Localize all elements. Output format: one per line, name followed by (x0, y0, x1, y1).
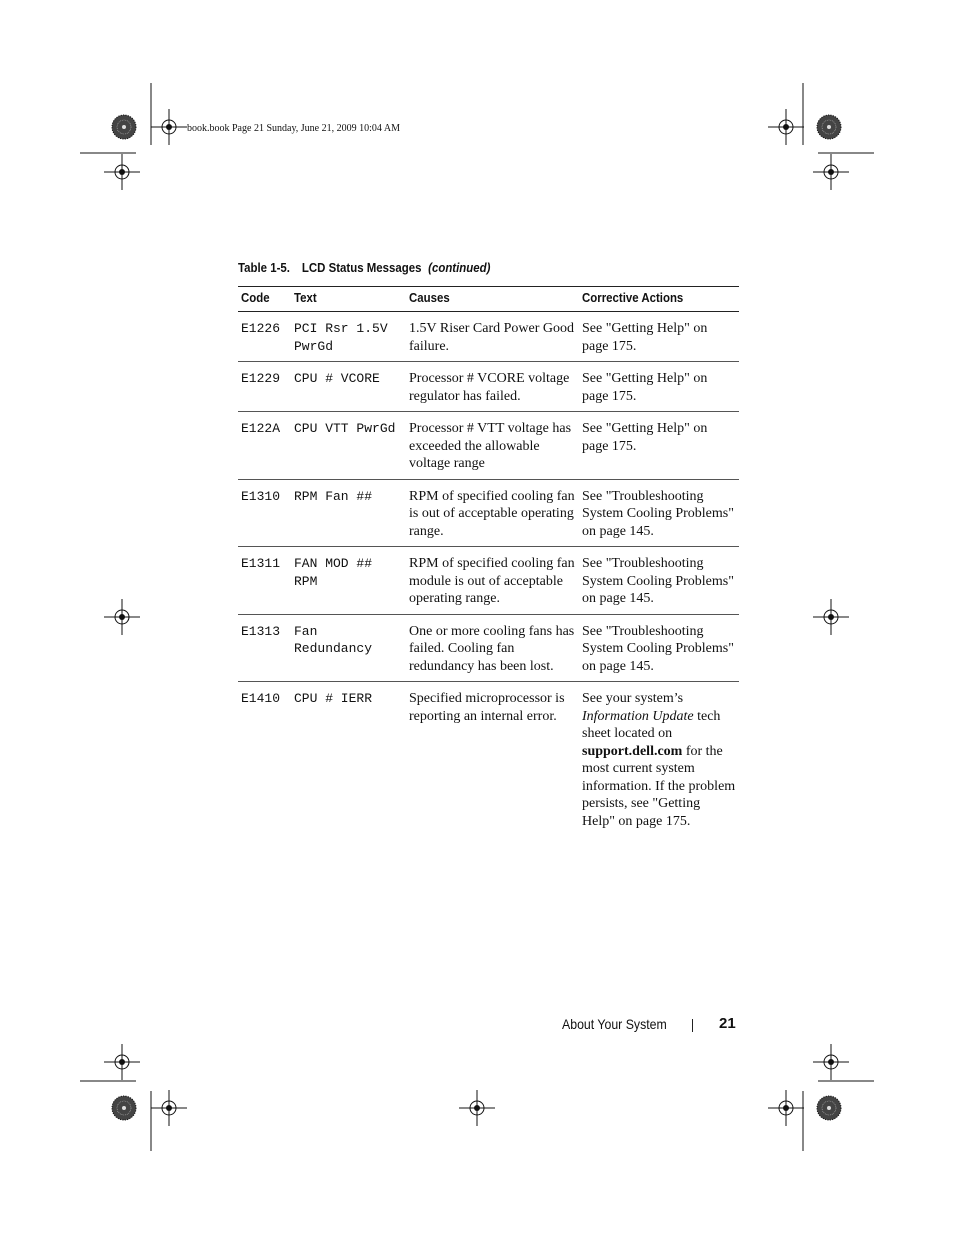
cell-causes: 1.5V Riser Card Power Good failure. (406, 312, 579, 362)
column-header-text: Text (291, 287, 406, 312)
table-title (238, 260, 490, 275)
cell-actions: See "Getting Help" on page 175. (579, 412, 739, 480)
table-row (238, 312, 739, 362)
page-number: 21 (719, 1015, 736, 1032)
cell-code: E1310 (238, 479, 291, 547)
cell-code: E1226 (238, 312, 291, 362)
cell-code: E122A (238, 412, 291, 480)
cell-text: Fan Redundancy (291, 614, 406, 682)
crop-mark-bottom-right (768, 1044, 874, 1151)
cell-causes: Processor # VCORE voltage regulator has failed. (406, 362, 579, 412)
crop-mark-top-right (768, 83, 874, 190)
footer-divider (692, 1019, 693, 1032)
table-header-row (238, 287, 739, 312)
cell-text: RPM Fan ## (291, 479, 406, 547)
table-row (238, 362, 739, 412)
cell-causes: RPM of specified cooling fan module is out of acceptable operating range. (406, 547, 579, 615)
crop-mark-bottom-left (80, 1044, 187, 1151)
footer-section-title: About Your System (562, 1016, 667, 1032)
cell-causes: RPM of specified cooling fan is out of acceptable operating range. (406, 479, 579, 547)
table-row (238, 682, 739, 837)
cell-causes: One or more cooling fans has failed. Cooling fan redundancy has been lost. (406, 614, 579, 682)
cell-actions: See "Troubleshooting System Cooling Problems" on page 145. (579, 547, 739, 615)
table-title-text: LCD Status Messages (301, 260, 422, 275)
cell-text: CPU VTT PwrGd (291, 412, 406, 480)
print-header-file-info: book.book Page 21 Sunday, June 21, 2009 10:04 AM (187, 123, 400, 134)
cell-text: CPU # VCORE (291, 362, 406, 412)
cell-actions: See "Troubleshooting System Cooling Problems" on page 145. (579, 479, 739, 547)
cell-causes: Processor # VTT voltage has exceeded the allowable voltage range (406, 412, 579, 480)
cell-code: E1313 (238, 614, 291, 682)
column-header-code: Code (238, 287, 291, 312)
cell-actions: See "Troubleshooting System Cooling Problems" on page 145. (579, 614, 739, 682)
cell-code: E1410 (241, 691, 281, 706)
cell-actions (579, 682, 739, 837)
cell-text: PCI Rsr 1.5V PwrGd (291, 312, 406, 362)
cell-code: E1229 (238, 362, 291, 412)
column-header-causes: Causes (406, 287, 579, 312)
cell-causes: Specified microprocessor is reporting an internal error. (409, 691, 565, 724)
cell-text: FAN MOD ## RPM (291, 547, 406, 615)
actions-text-post: for the most current system information. If the problem persists, see "Getting Help" on page 175. (582, 743, 736, 829)
cell-actions: See "Getting Help" on page 175. (579, 362, 739, 412)
table-continued: (continued) (428, 260, 491, 275)
table-row (238, 614, 739, 682)
actions-text-pre: See your system’s (582, 691, 684, 706)
support-site-link[interactable]: support.dell.com (582, 743, 683, 759)
cell-code: E1311 (238, 547, 291, 615)
table-label: Table 1-5. (238, 260, 290, 275)
cell-text: CPU # IERR (294, 691, 373, 706)
column-header-corrective-actions: Corrective Actions (579, 287, 739, 312)
information-update-title: Information Update (582, 708, 694, 724)
table-row (238, 547, 739, 615)
actions-text-mid: tech sheet located on (582, 708, 721, 741)
registration-mark-mid-left (104, 599, 140, 635)
cell-actions: See "Getting Help" on page 175. (579, 312, 739, 362)
crop-mark-top-left (80, 83, 187, 190)
table-row (238, 412, 739, 480)
registration-mark-bottom-center (459, 1090, 495, 1126)
registration-mark-mid-right (813, 599, 849, 635)
table-row (238, 479, 739, 547)
lcd-status-messages-table (238, 286, 739, 836)
